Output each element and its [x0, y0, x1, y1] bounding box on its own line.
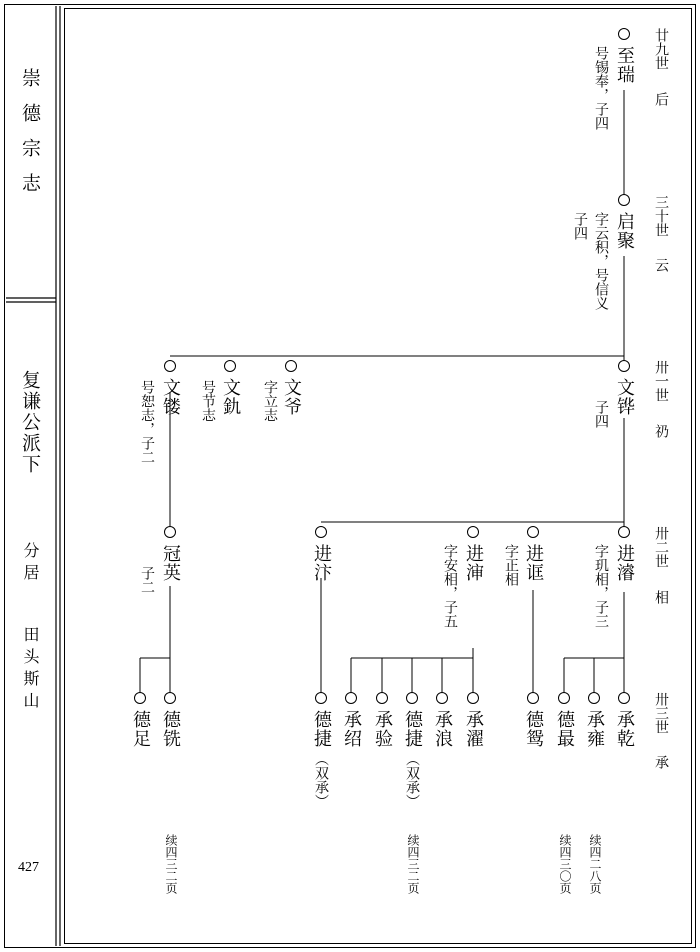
person-marker: [527, 692, 539, 704]
person-name-dezui: 德最: [554, 710, 575, 748]
book-title: 崇德宗志: [19, 68, 41, 208]
person-name-wenye: 文爷: [281, 378, 302, 416]
person-name-zhirui: 至瑞: [614, 46, 635, 84]
person-marker: [618, 360, 630, 372]
person-note: 字玑相，子三: [593, 544, 609, 628]
branch-sub1: 分居: [21, 542, 40, 586]
person-name-jinbian: 进汴: [311, 544, 332, 582]
person-name-wenqiu: 文釚: [220, 378, 241, 416]
person-name-chengshao: 承绍: [341, 710, 362, 748]
person-marker: [436, 692, 448, 704]
person-name-dejie2: 德捷: [311, 710, 332, 748]
continuation-ref: 续四三〇页: [558, 834, 572, 894]
person-marker: [134, 692, 146, 704]
person-note: 号锡奉，子四: [593, 46, 609, 130]
person-marker: [618, 692, 630, 704]
person-marker: [527, 526, 539, 538]
person-marker: [345, 692, 357, 704]
person-note: 号恕志，子二: [139, 380, 155, 464]
gen-label-30: 三十世: [653, 195, 669, 237]
gen-label-32: 卅二世: [653, 526, 669, 568]
person-marker: [164, 692, 176, 704]
person-name-wenlou: 文镂: [160, 378, 181, 416]
person-note: 字立志: [262, 380, 278, 422]
person-name-chengzhuo: 承濯: [463, 710, 484, 748]
person-marker: [588, 692, 600, 704]
person-marker: [164, 360, 176, 372]
branch-sub2: 田头斯山: [21, 626, 40, 714]
person-name-jinshen: 进渖: [463, 544, 484, 582]
person-name-chengyong: 承雍: [584, 710, 605, 748]
continuation-ref: 续四三二页: [406, 834, 420, 894]
gen-char-29: 后: [653, 92, 669, 106]
person-marker: [618, 194, 630, 206]
person-name-dejie1: 德捷: [402, 710, 423, 748]
person-note: （双承）: [313, 752, 329, 808]
gen-char-31: 礽: [653, 424, 669, 438]
person-name-chengyan: 承验: [372, 710, 393, 748]
person-note: 字云积，号信义: [593, 212, 609, 310]
person-marker: [558, 692, 570, 704]
person-marker: [618, 28, 630, 40]
person-marker: [315, 526, 327, 538]
person-name-jinkuang: 进诓: [523, 544, 544, 582]
person-name-chengqian: 承乾: [614, 710, 635, 748]
branch-title: 复谦公派下: [19, 370, 41, 475]
person-name-jinjun: 进濬: [614, 544, 635, 582]
person-note: （双承）: [404, 752, 420, 808]
gen-label-31: 卅一世: [653, 360, 669, 402]
person-name-qiju: 启聚: [614, 212, 635, 250]
person-marker: [315, 692, 327, 704]
person-marker: [224, 360, 236, 372]
gen-char-32: 相: [653, 590, 669, 604]
person-name-guanying: 冠英: [160, 544, 181, 582]
person-name-wenping: 文铧: [614, 378, 635, 416]
continuation-ref: 续四二八页: [588, 834, 602, 894]
person-name-dezu: 德足: [130, 710, 151, 748]
gen-char-30: 云: [653, 258, 669, 272]
person-marker: [406, 692, 418, 704]
person-marker: [285, 360, 297, 372]
person-marker: [164, 526, 176, 538]
person-name-chenglang: 承浪: [432, 710, 453, 748]
gen-label-33: 卅三世: [653, 692, 669, 734]
continuation-ref: 续四三二页: [164, 834, 178, 894]
gen-char-33: 承: [653, 755, 669, 769]
person-note: 子四: [593, 400, 609, 428]
person-marker: [467, 526, 479, 538]
page-number: 427: [18, 860, 39, 875]
gen-label-29: 廿九世: [653, 28, 669, 70]
person-marker: [618, 526, 630, 538]
person-note: 字正相: [503, 544, 519, 586]
person-note: 号节志: [200, 380, 216, 422]
person-note: 子四: [572, 212, 588, 240]
person-marker: [467, 692, 479, 704]
person-name-dexian: 德铣: [160, 710, 181, 748]
person-note: 字安相，子五: [442, 544, 458, 628]
person-note: 子二: [139, 566, 155, 594]
person-marker: [376, 692, 388, 704]
person-name-deyuan: 德鸳: [523, 710, 544, 748]
